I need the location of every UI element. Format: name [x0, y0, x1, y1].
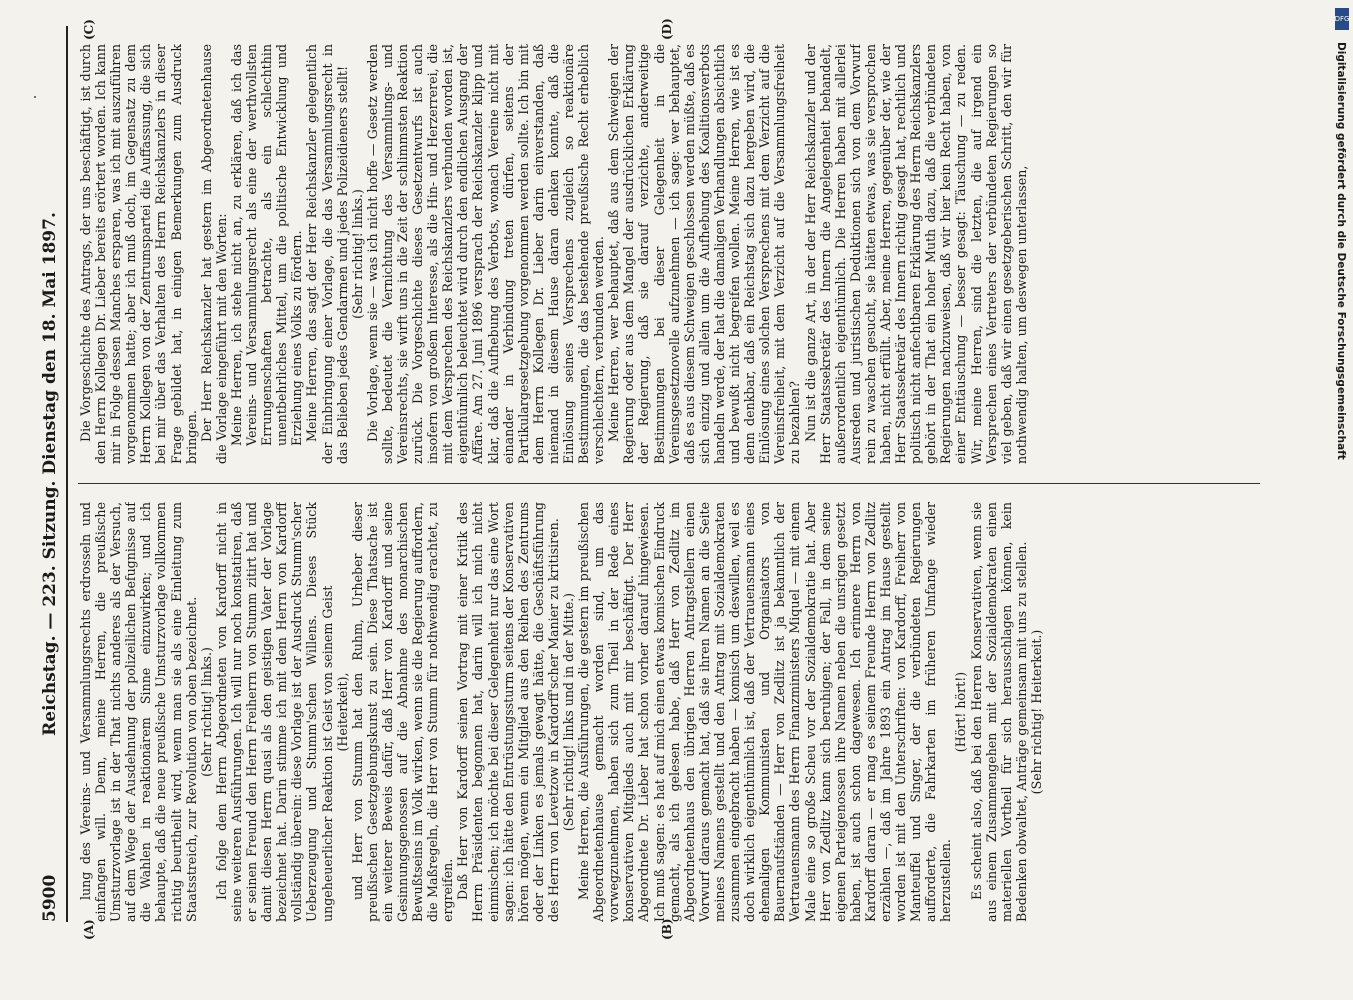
paragraph: Es scheint also, daß bei den Herren Konservativen, wenn sie aus einem Zusammengehen mit der Sozialdemokraten einen materiellen Vortheil für sich herausschlagen können, kein Bedenken obwaltet, Anträge gemeinsam mit uns zu stellen. [968, 502, 1029, 922]
paragraph: Der Herr Reichskanzler hat gestern im Abgeordnetenhause die Vorlage eingeführt mit den Worten: [198, 44, 229, 464]
interjection: (Sehr richtig! links.) [349, 189, 365, 319]
dfg-logo-icon: DFG [1335, 8, 1349, 30]
digitization-note-text: Digitalisierung gefördert durch die Deutsche Forschungsgemeinschaft [1335, 42, 1347, 460]
margin-marker-c: (C) [82, 19, 96, 40]
scan-speck [34, 96, 36, 98]
right-column [78, 44, 1270, 464]
margin-marker-d: (D) [660, 18, 674, 40]
interjection: (Hört! hört!) [953, 671, 969, 753]
paragraph: Ich folge dem Herrn Abgeordneten von Kardorff nicht in seine weiteren Ausführungen. Ich will nur noch konstatiren, daß er seinen Freund den Herrn Freiherrn von Stumm zitirt hat und damit diesen Herrn quasi als den geistigen Vater der Vorlage bezeichnet hat. Darin stimme ich mit dem Herrn von Kardorff vollständig überein: diese Vorlage ist der Ausdruck Stumm'scher Ueberzeugung und Stumm'schen Willens. Dieses Stück ungeheuerlicher Reaktion ist Geist von seinem Geist [213, 502, 335, 922]
paragraph: Nun ist die ganze Art, in der der Herr Reichskanzler und der Herr Staatssekretär des Innern die Angelegenheit behandelt, außerordentlich eigenthümlich. Die Herren haben mit allerlei Ausreden und juristischen Deduktionen sich von dem Vorwurf rein zu waschen gesucht, sie hätten etwas, was sie versprochen haben, nicht erfüllt. Aber, meine Herren, gegenüber der, wie der Herr Staatssekretär des Innern richtig gesagt hat, rechtlich und politisch nicht anfechtbaren Erklärung des Herrn Reichskanzlers gehört in der That ein hoher Muth dazu, daß die verbündeten Regierungen nachzuweisen, daß wir hier kein Recht haben, von einer Enttäuschung — besser gesagt: Täuschung — zu reden. Wir, meine Herren, sind die letzten, die auf irgend ein Versprechen eines Vertreters der verbündeten Regierungen so viel geben, daß wir einen gesetzgeberischen Schritt, den wir für nothwendig halten, um deswegen unterlassen, [802, 44, 1029, 464]
paragraph: Die Vorgeschichte des Antrags, der uns beschäftigt, ist durch den Herrn Kollegen Dr. Lieber bereits erörtert worden. Ich kann mir in Folge dessen Manches ersparen, was ich mit auszuführen vorgenommen hatte; aber ich muß doch, im Gegensatz zu dem Herrn Kollegen von der Zentrumspartei die Auffassung, die sich bei mir über das Verhalten des Herrn Reichskanzlers in dieser Frage gebildet hat, in einigen Bemerkungen zum Ausdruck bringen. [78, 44, 199, 464]
column-divider [78, 483, 1260, 484]
interjection: (Heiterkeit), [334, 672, 350, 752]
page-title: Reichstag. — 223. Sitzung. Dienstag den 18. Mai 1897. [40, 212, 60, 736]
interjection: (Sehr richtig! links und in der Mitte.) [561, 592, 576, 832]
paragraph: Meine Herren, das sagt der Herr Reichskanzler gelegentlich der Einbringung einer Vorlage, die das Versammlungsrecht in das Belieben jedes Gendarmen und jedes Polizeidieners stellt! [304, 44, 350, 464]
margin-marker-b: (B) [660, 918, 674, 940]
paragraph: Meine Herren, die Ausführungen, die gestern im preußischen Abgeordnetenhause gemacht worden sind, um das vorwegzunehmen, haben sich zum Theil in der Rede eines konservativen Mitglieds auch mit mir beschäftigt. Der Herr Abgeordnete Dr. Lieber hat schon vorher darauf hingewiesen. Ich muß sagen: es hat auf mich einen etwas komischen Eindruck gemacht, als ich gelesen habe, daß Herr von Zedlitz im Abgeordnetenhaus den übrigen Herren Antragstellern einen Vorwurf daraus gemacht hat, daß sie ihren Namen an die Seite meines Namens gestellt und den Antrag mit Sozialdemokraten zusammen eingebracht haben — komisch um deswillen, weil es doch wirklich eigenthümlich ist, daß der Vertrauensmann eines ehemaligen Kommunisten und Organisators von Bauernaufständen — Herr von Zedlitz ist ja bekanntlich der Vertrauensmann des Herrn Finanzministers Miquel — mit einem Male eine so große Scheu vor der Sozialdemokratie hat. Aber Herr von Zedlitz kann sich beruhigen; der Fall, in dem seine eigenen Parteigenossen ihre Namen neben die unsrigen gesetzt haben, ist auch schon dagewesen. Ich erinnere Herrn von Kardorff daran — er mag es seinem Freunde Herrn von Zedlitz erzählen —, daß im Jahre 1893 ein Antrag im Hause gestellt worden ist mit den Unterschriften: von Kardorff, Freiherr von Manteuffel und Singer, der die verbündeten Regierungen aufforderte, die Fahrkarten im früheren Umfange wieder herzustellen. [576, 502, 954, 922]
paragraph: Die Vorlage, wenn sie — was ich nicht hoffe — Gesetz werden sollte, bedeutet die Vernichtung des Versammlungs- und Vereinsrechts, sie wirft uns in die Zeit der schlimmsten Reaktion zurück. Die Vorgeschichte dieses Gesetzentwurfs ist auch insofern von großem Interesse, als die Hin- und Herzerrerei, die mit dem Versprechen des Reichskanzlers verbunden worden ist, eigenthümlich beleuchtet wird durch den endlichen Ausgang der Affäre. Am 27. Juni 1896 versprach der Reichskanzler klipp und klar, daß die Aufhebung des Verbots, wonach Vereine nicht mit einander in Verbindung treten dürfen, seitens der Partikulargesetzgebung vorgenommen werden sollte. Ich bin mit dem Herrn Kollegen Dr. Lieber darin einverstanden, daß niemand in diesem Hause daran denken konnte, daß die Einlösung seines Versprechens zugleich so reaktionäre Bestimmungen, die das bestehende preußische Recht erheblich verschlechtern, verbunden werden. [364, 44, 607, 464]
paragraph: und Herr von Stumm hat den Ruhm, Urheber dieser preußischen Gesetzgebungskunst zu sein. Diese Thatsache ist ein weiterer Beweis dafür, daß Herr von Kardorff und seine Gesinnungsgenossen auf die Abnahme des monarchischen Bewußtseins im Volk wirken, wenn sie die Regierung auffordern, die Maßregeln, die Herr von Stumm für nothwendig erachtet, zu ergreifen. [349, 502, 456, 922]
paragraph: lung des Vereins- und Versammlungsrechts erdrosseln und einfangen will. Denn, meine Herren, die preußische Umsturzvorlage ist in der That nichts anderes als der Versuch, auf dem Wege der Ausdehnung der polizeilichen Befugnisse auf die Wahlen in reaktionärem Sinne einzuwirken; und ich behaupte, daß die neue preußische Umsturzvorlage vollkommen richtig beurtheilt wird, wenn man sie als eine Einleitung zum Staatsstreich, zur Revolution von oben bezeichnet. [78, 502, 199, 922]
left-column [78, 502, 1270, 922]
interjection: (Sehr richtig! Heiterkeit.) [1028, 629, 1044, 795]
paragraph: Daß Herr von Kardorff seinen Vortrag mit einer Kritik des Herrn Präsidenten begonnen hat, darin will ich mich nicht einmischen; ich möchte bei dieser Gelegenheit nur das eine Wort sagen: ich hätte den Entrüstungssturm seitens der Konservativen hören mögen, wenn ein Mitglied aus den Reihen des Zentrums oder der Linken es jemals gewagt hätte, die Geschäftsführung des Herrn von Levetzow in Kardorff'scher Manier zu kritisiren. [455, 502, 561, 922]
page-header [40, 26, 68, 922]
margin-marker-a: (A) [82, 919, 96, 940]
paragraph: Meine Herren, wer behauptet, daß aus dem Schweigen der Regierung oder aus dem Mangel der ausdrücklichen Erklärung der Regierung, daß sie darauf verzichte, anderweitige Bestimmungen bei dieser Gelegenheit in die Vereinsgesetznovelle aufzunehmen — ich sage: wer behauptet, daß es aus diesem Schweigen geschlossen werden müßte, daß es sich einzig und allein um die Aufhebung des Koalitionsverbots handeln werde, der hat die damaligen Verhandlungen absichtlich und bewußt nicht begreifen wollen. Meine Herren, wie ist es denn denkbar, daß ein Reichstag sich dazu hergeben wird, die Einlösung eines solchen Versprechens mit dem Verzicht auf die Vereinsfreiheit, mit dem Verzicht auf die Versammlungsfreiheit zu bezahlen? [606, 44, 803, 464]
digitization-note [1329, 8, 1349, 608]
block-quote: Meine Herren, ich stehe nicht an, zu erklären, daß ich das Vereins- und Versammlungsrecht als eine der werthvollsten Errungenschaften betrachte, als ein schlechthin unentbehrliches Mittel, um die politische Entwicklung und Erziehung eines Volks zu fördern. [228, 44, 305, 446]
interjection: (Sehr richtig! links.) [198, 647, 214, 777]
page-number: 5900 [40, 874, 60, 922]
